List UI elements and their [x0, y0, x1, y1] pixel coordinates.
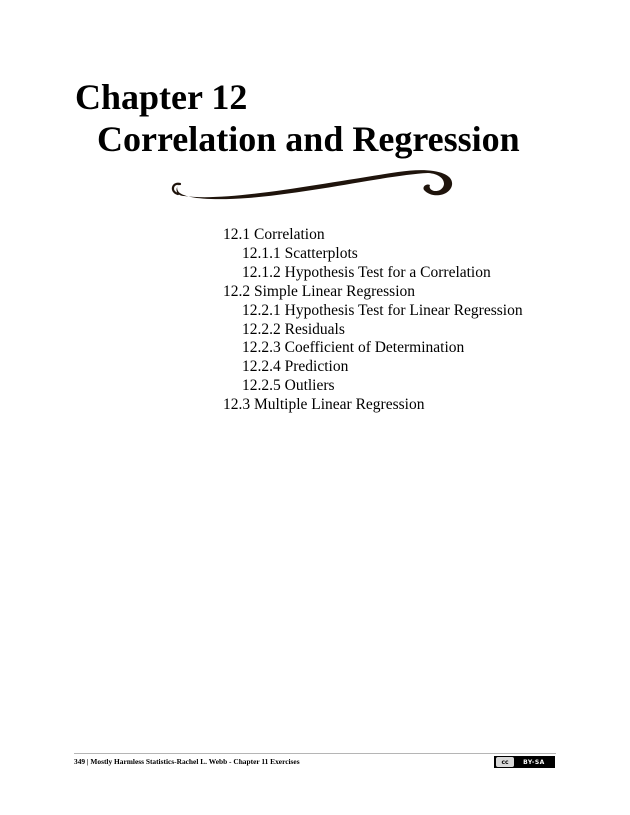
toc-subsection: 12.1.1 Scatterplots: [242, 244, 358, 262]
toc-section: 12.2 Simple Linear Regression: [223, 282, 415, 300]
toc-subsection: 12.2.4 Prediction: [242, 358, 349, 376]
table-of-contents: [223, 226, 523, 415]
toc-subsection: 12.1.2 Hypothesis Test for a Correlation: [242, 263, 491, 281]
toc-subsection: 12.2.1 Hypothesis Test for Linear Regression: [242, 301, 523, 319]
cc-by-sa-icon: [494, 756, 555, 768]
toc-section: 12.1 Correlation: [223, 226, 325, 243]
decorative-flourish-icon: [168, 158, 464, 208]
toc-subsection: 12.2.2 Residuals: [242, 320, 345, 338]
toc-section: 12.3 Multiple Linear Regression: [223, 396, 425, 414]
toc-subsection: 12.2.5 Outliers: [242, 377, 335, 395]
license-cc-mark: cc: [496, 757, 514, 767]
footer-page-info: 349 | Mostly Harmless Statistics-Rachel L. Webb - Chapter 11 Exercises: [74, 757, 300, 766]
footer-divider: [74, 753, 556, 754]
chapter-title: Correlation and Regression: [97, 119, 520, 159]
chapter-number: Chapter 12: [75, 77, 248, 117]
toc-subsection: 12.2.3 Coefficient of Determination: [242, 339, 465, 357]
license-terms: BY-SA: [523, 758, 545, 766]
